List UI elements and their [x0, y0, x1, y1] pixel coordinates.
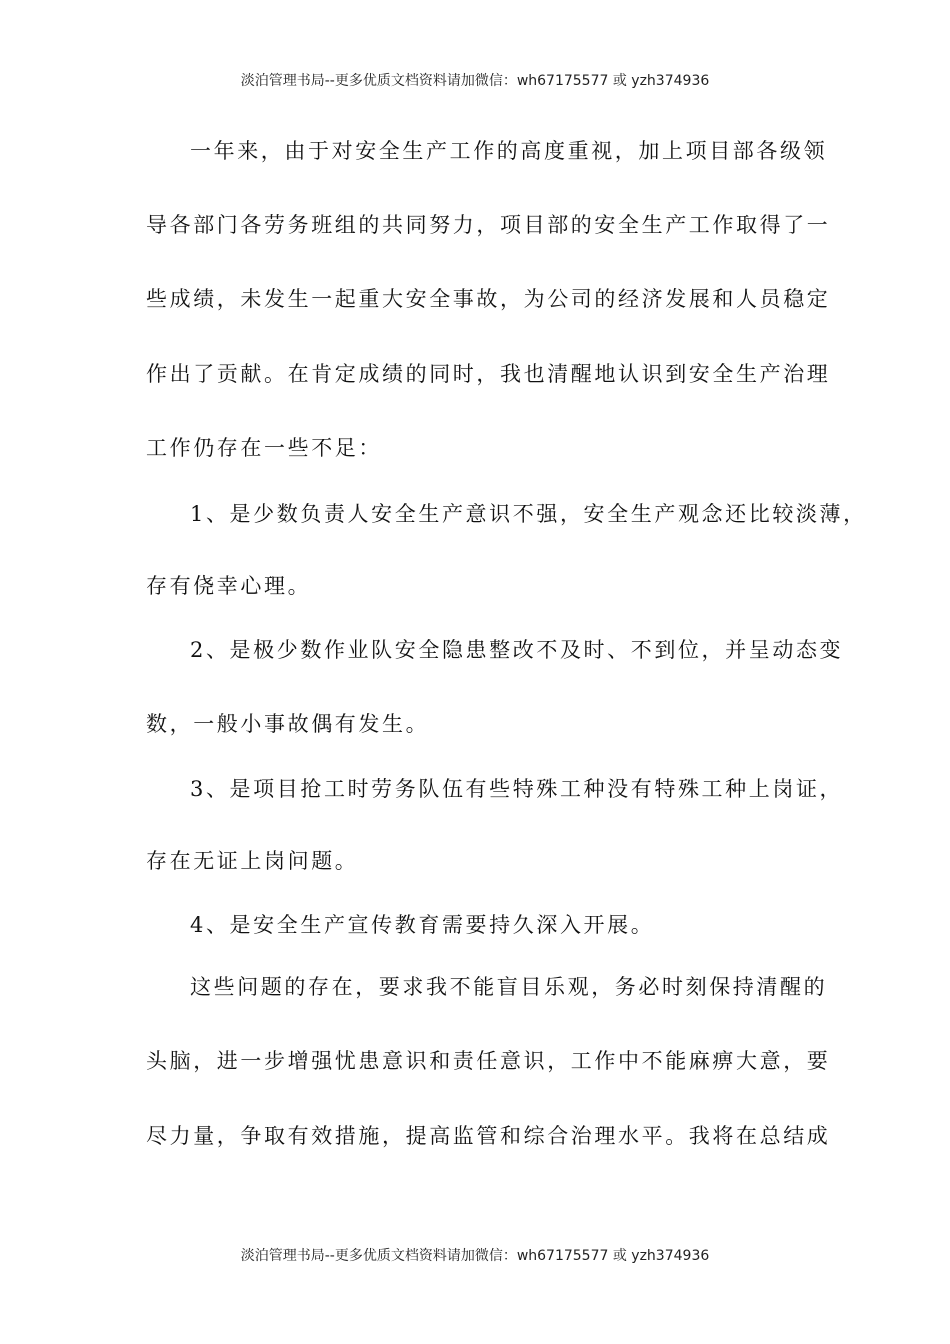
page-footer: 淡泊管理书局--更多优质文档资料请加微信：wh67175577 或 yzh374936	[240, 1248, 710, 1264]
body-line-12: 4、是安全生产宣传教育需要持久深入开展。	[190, 913, 655, 937]
body-line-13: 这些问题的存在，要求我不能盲目乐观，务必时刻保持清醒的	[190, 975, 828, 999]
body-line-7: 存有侥幸心理。	[146, 574, 312, 598]
body-line-8: 2、是极少数作业队安全隐患整改不及时、不到位，并呈动态变	[190, 638, 844, 662]
body-line-2: 导各部门各劳务班组的共同努力，项目部的安全生产工作取得了一	[146, 213, 831, 237]
body-line-14: 头脑，进一步增强忧患意识和责任意识，工作中不能麻痹大意，要	[146, 1049, 831, 1073]
body-line-5: 工作仍存在一些不足：	[146, 436, 382, 460]
body-line-4: 作出了贡献。在肯定成绩的同时，我也清醒地认识到安全生产治理	[146, 362, 831, 386]
body-line-6: 1、是少数负责人安全生产意识不强，安全生产观念还比较淡薄，	[190, 502, 867, 526]
body-line-3: 些成绩，未发生一起重大安全事故，为公司的经济发展和人员稳定	[146, 287, 831, 311]
body-line-1: 一年来，由于对安全生产工作的高度重视，加上项目部各级领	[190, 139, 828, 163]
page-header: 淡泊管理书局--更多优质文档资料请加微信：wh67175577 或 yzh374936	[240, 73, 710, 89]
body-line-9: 数，一般小事故偶有发生。	[146, 712, 430, 736]
body-line-11: 存在无证上岗问题。	[146, 849, 359, 873]
body-line-10: 3、是项目抢工时劳务队伍有些特殊工种没有特殊工种上岗证，	[190, 777, 844, 801]
body-line-15: 尽力量，争取有效措施，提高监管和综合治理水平。我将在总结成	[146, 1124, 831, 1148]
